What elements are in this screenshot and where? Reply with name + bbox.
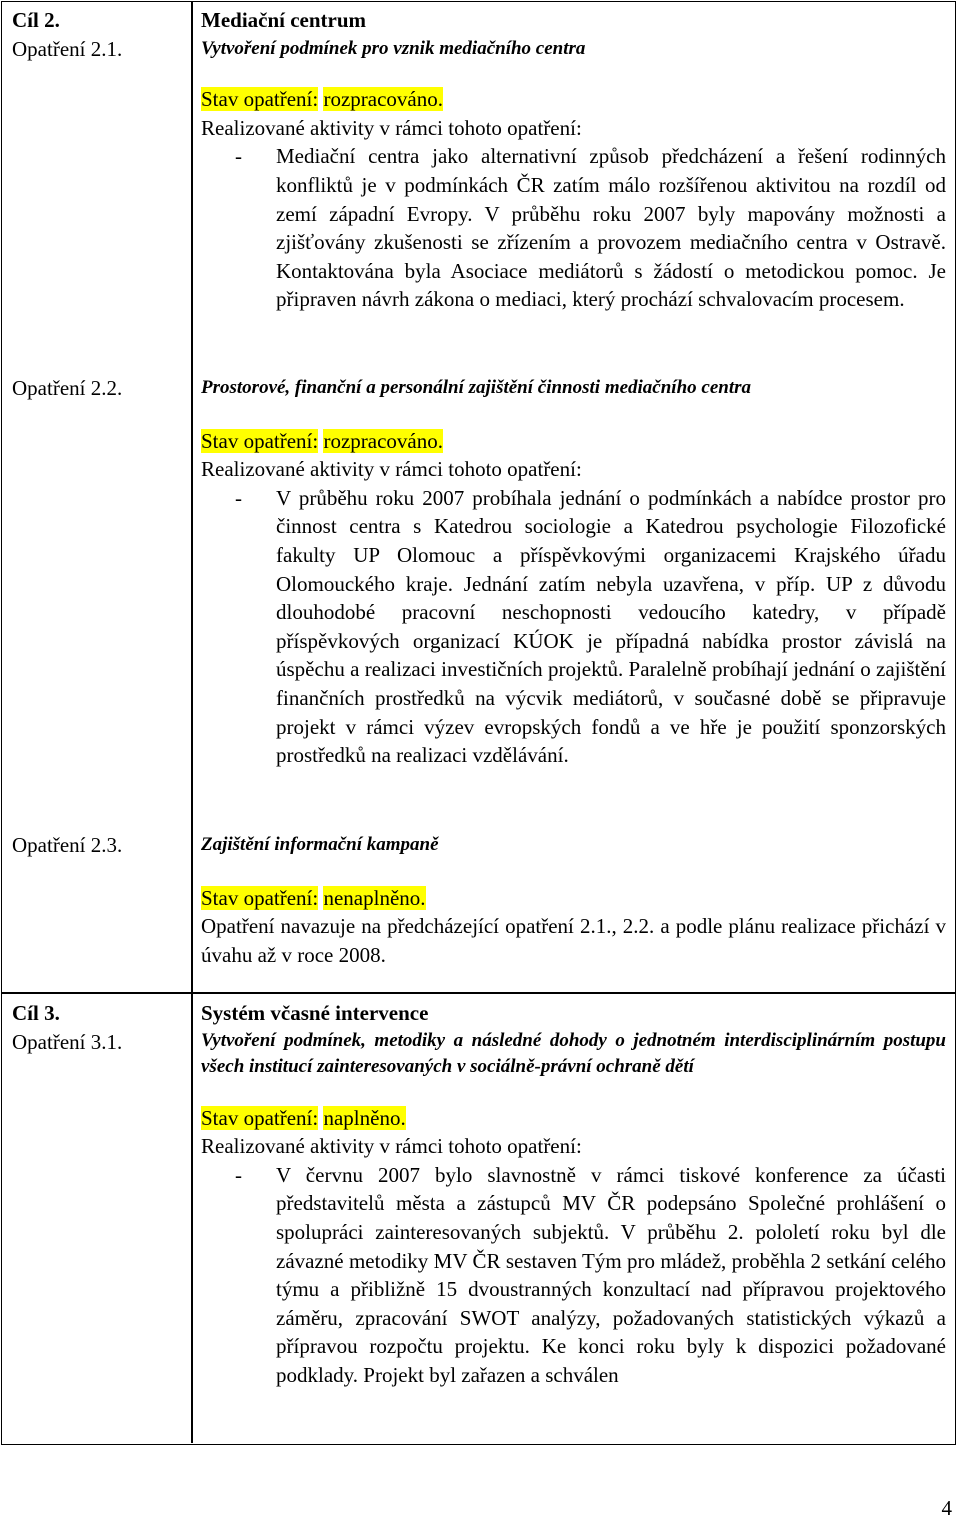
status-line [201, 1104, 946, 1133]
measure-label-3-1: Opatření 3.1. [12, 1030, 123, 1054]
page-number: 4 [941, 1496, 952, 1520]
column-divider [191, 2, 193, 1443]
measure-label-2-3: Opatření 2.3. [12, 833, 123, 857]
list-item [201, 1161, 946, 1390]
activities-label: Realizované aktivity v rámci tohoto opatření: [201, 115, 582, 140]
goal-heading: Mediační centrum [201, 8, 367, 32]
list-item [201, 484, 946, 770]
status-key: Stav opatření: [201, 428, 319, 453]
list-dash: - [235, 485, 242, 510]
measure-label-2-1: Opatření 2.1. [12, 37, 123, 61]
status-line [201, 427, 946, 456]
list-dash: - [235, 144, 242, 169]
list-item-text: V průběhu roku 2007 probíhala jednání o podmínkách a nabídce prostor pro činnost centra s Katedrou sociologie a Katedrou psychologie Filozofické fakulty UP Olomouc a příspěvkovými organizacemi Krajského úřadu Olomouckého kraje. Jednání zatím nebyla uzavřena, v příp. UP z důvodu dlouhodobé pracovní neschopnosti vedoucího katedry, v případě příspěvkových organizací KÚOK je případná nabídka prostor závislá na úspěchu a realizaci investičních projektů. Paralelně probíhají jednání o zajištění finančních prostředků na výcvik mediátorů, v současné době se připravuje projekt v rámci výzev evropských fondů a ve hře je použití sponzorských prostředků na realizaci vzdělávání. [276, 485, 946, 768]
status-key: Stav opatření: [201, 87, 319, 112]
list-item [201, 142, 946, 314]
status-value: rozpracováno. [323, 87, 444, 112]
status-value: rozpracováno. [323, 428, 444, 453]
measure-note: Opatření navazuje na předcházející opatření 2.1., 2.2. a podle plánu realizace přichází v úvahu až v roce 2008. [201, 914, 946, 967]
measure-2-2-block [201, 374, 946, 770]
measure-title: Vytvoření podmínek pro vznik mediačního centra [201, 37, 586, 59]
activities-label: Realizované aktivity v rámci tohoto opatření: [201, 1134, 582, 1159]
list-item-text: V červnu 2007 bylo slavnostně v rámci tiskové konference za účasti představitelů města a zástupců MV ČR podepsáno Společné prohlášení o spolupráci zainteresovaných subjektů. V průběhu 2. pololetí roku byl dle závazné metodiky MV ČR sestaven Tým pro mládež, proběhla 2 setkání celého týmu a přibližně 15 dvoustranných konzultací nad přípravou projektového záměru, zpracování SWOT analýzy, požadovaných statistických výkazů a přípravou rozpočtu projektu. Ke konci roku byly k dispozici požadované podklady. Projekt byl zařazen a schválen [276, 1162, 946, 1387]
list-item-text: Mediační centra jako alternativní způsob předcházení a řešení rodinných konfliktů je v podmínkách ČR zatím málo rozšířenou aktivitou na rozdíl od zemí západní Evropy. V průběhu roku 2007 byly mapovány možnosti a zjišťovány zkušenosti se zřízením a provozem mediačního centra v Ostravě. Kontaktována byla Asociace mediátorů s žádostí o metodickou pomoc. Je připraven návrh zákona o mediaci, který prochází schvalovacím procesem. [276, 144, 946, 312]
status-value: naplněno. [323, 1105, 406, 1130]
goal-heading: Systém včasné intervence [201, 1001, 429, 1025]
status-key: Stav opatření: [201, 1105, 319, 1130]
document-table [1, 1, 956, 1445]
goal-label-2: Cíl 2. [12, 8, 60, 32]
measure-title: Zajištění informační kampaně [201, 834, 439, 855]
status-line [201, 85, 946, 114]
measure-2-1-block [201, 6, 946, 314]
list-dash: - [235, 1162, 242, 1187]
row-divider [2, 992, 955, 994]
measure-title: Prostorové, finanční a personální zajištění činnosti mediačního centra [201, 377, 752, 398]
goal-label-3: Cíl 3. [12, 1001, 60, 1025]
activities-label: Realizované aktivity v rámci tohoto opatření: [201, 457, 582, 482]
status-key: Stav opatření: [201, 885, 319, 910]
status-value: nenaplněno. [323, 885, 426, 910]
status-line [201, 884, 946, 913]
measure-label-2-2: Opatření 2.2. [12, 376, 123, 400]
measure-2-3-block [201, 831, 946, 969]
measure-title: Vytvoření podmínek, metodiky a následné dohody o jednotném interdisciplinárním postupu všech institucí zainteresovaných v sociálně-právní ochraně dětí [201, 1029, 946, 1077]
measure-3-1-block [201, 999, 946, 1390]
